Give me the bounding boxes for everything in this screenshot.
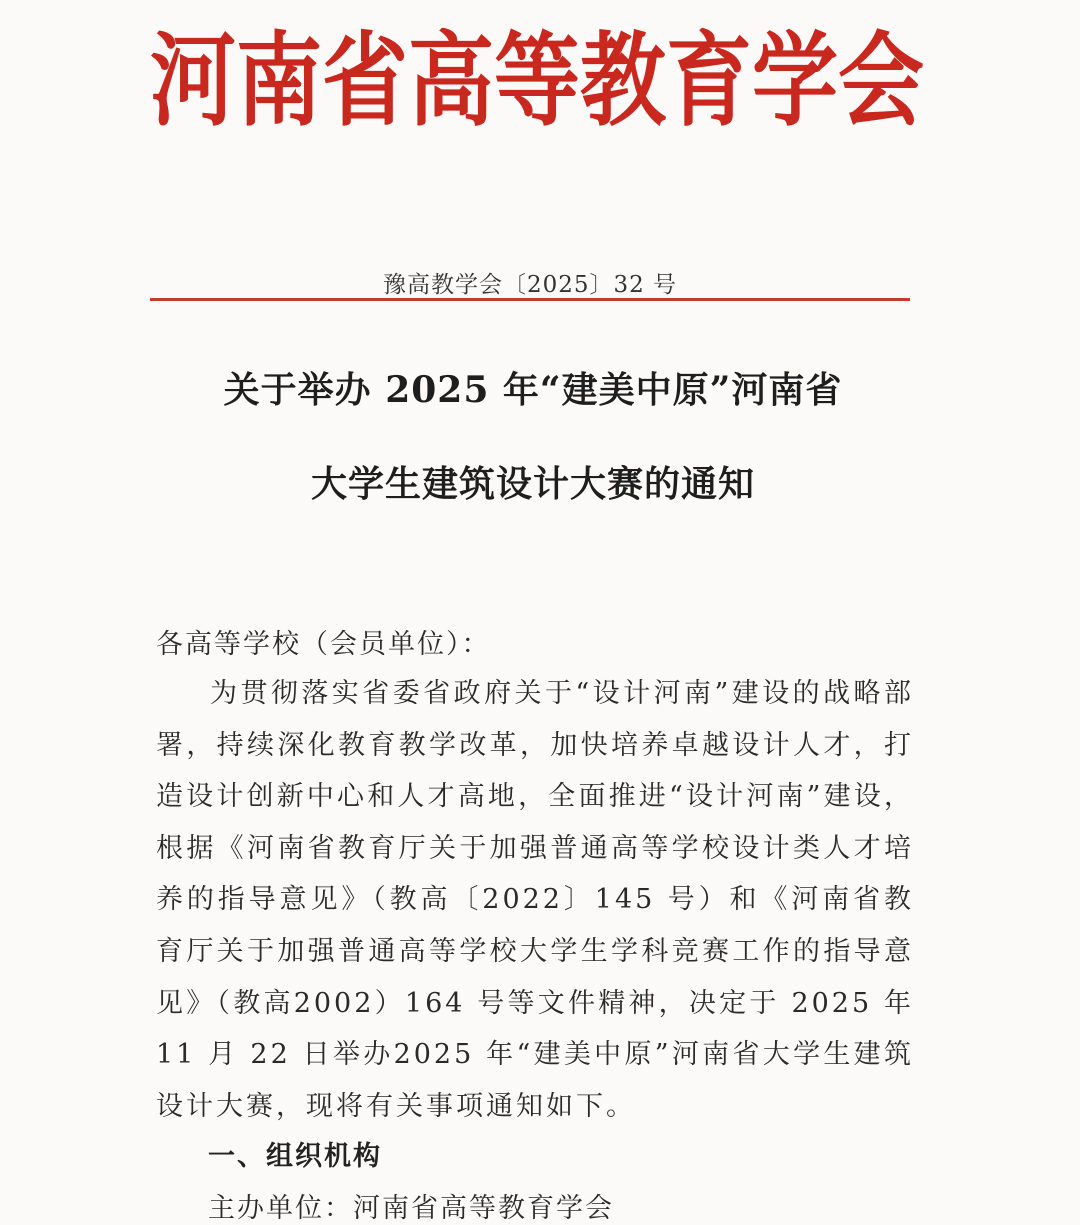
letterhead-char: 省 [322,23,408,142]
letterhead-char: 等 [494,23,580,142]
section-heading-organization: 一、组织机构 [208,1141,382,1172]
body-paragraph: 为贯彻落实省委省政府关于“设计河南”建设的战略部署，持续深化教育教学改革，加快培养卓越设计人才，打造设计创新中心和人才高地，全面推进“设计河南”建设，根据《河南省教育厅关于加强普通高等学校设计类人才培养的指导意见》（教高〔2022〕145 号）和《河南省教育厅关于加强普通高等学校大学生学科竞赛工作的指导意见》（教高2002）164 号等文件精神，决定于 2025 年 11 月 22 日举办2025 年“建美中原”河南省大学生建筑设计大赛，现将有关事项通知如下。 [156,678,914,1122]
letterhead-char: 教 [580,23,666,142]
letterhead-char: 南 [236,23,322,142]
letterhead-char: 育 [666,23,752,142]
letterhead-char: 学 [752,23,838,142]
letterhead-char: 会 [838,23,924,142]
document-title-line-1: 关于举办 2025 年“建美中原”河南省 [223,369,843,411]
organizer-line: 主办单位：河南省高等教育学会 [208,1193,614,1224]
letterhead-char: 高 [408,23,494,142]
salutation: 各高等学校（会员单位）： [156,629,491,660]
red-divider-line [150,298,910,301]
letterhead-char: 河 [150,23,236,142]
letterhead-title [150,22,924,142]
document-title-line-2: 大学生建筑设计大赛的通知 [310,463,755,505]
document-number: 豫高教学会〔2025〕32 号 [382,272,678,298]
